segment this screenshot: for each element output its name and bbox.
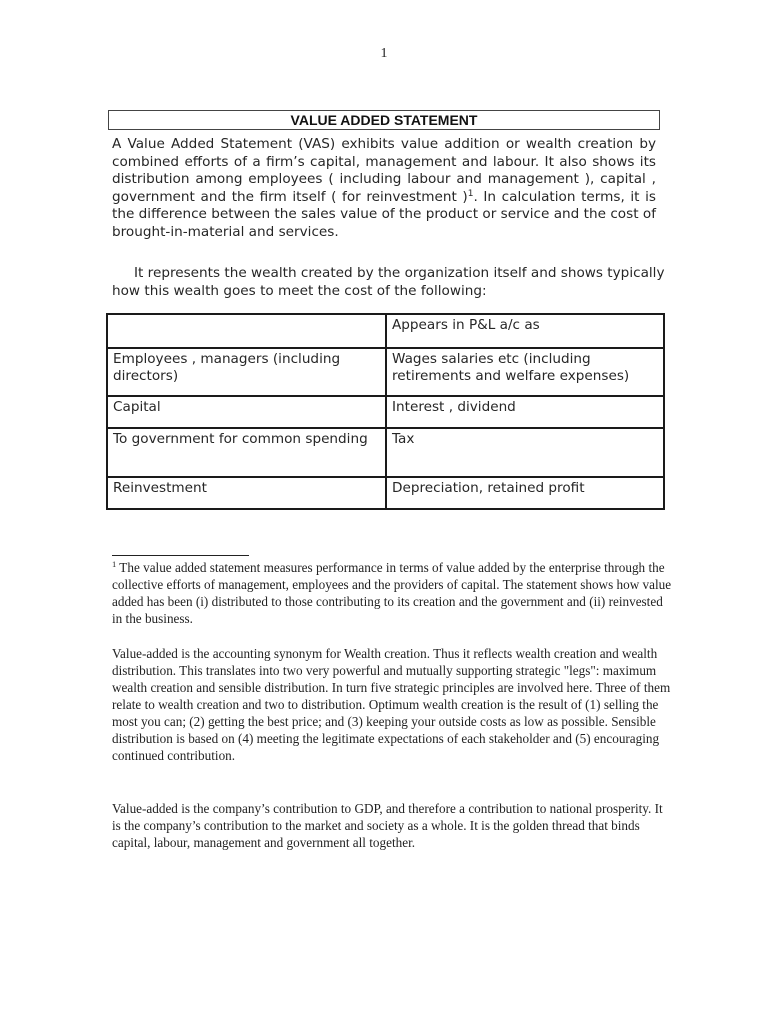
table-row [107,428,664,477]
footnote-separator [112,555,249,556]
document-title: VALUE ADDED STATEMENT [108,110,660,130]
footnote-1 [112,559,672,627]
footnote-wealth-creation-paragraph: Value-added is the accounting synonym for Wealth creation. Thus it reflects wealth creation and wealth distribution. This translates into two very powerful and mutually supporting strategic "legs": maximum wealth creation and sensible distribution. In turn five strategic principles are involved here. Three of them relate to wealth creation and two to distribution. Optimum wealth creation is the result of (1) selling the most you can; (2) getting the best price; and (3) keeping your outside costs as low as possible. Sensible distribution is based on (4) meeting the legitimate expectations of each stakeholder and (5) encouraging continued contribution. [112,646,671,763]
page-number: 1 [380,46,388,61]
table-row [107,396,664,428]
footnote-marker: 1 [112,559,117,569]
table-cell-pl-item: Interest , dividend [386,396,664,428]
table-cell-recipient: To government for common spending [107,428,386,477]
allocation-table [106,313,665,510]
footnote-reference[interactable]: 1 [467,188,474,199]
intro-text-part2: . In calculation terms, it is the difference between the sales value of the product or service and the cost of brought-in-material and services. [112,188,656,240]
table-cell-recipient: Capital [107,396,386,428]
table-cell-pl-item: Depreciation, retained profit [386,477,664,509]
footnote-gdp-paragraph: Value-added is the company’s contribution to GDP, and therefore a contribution to national prosperity. It is the company’s contribution to the market and society as a whole. It is the golden thread that binds capital, labour, management and government all together. [112,801,663,850]
table-row [107,477,664,509]
table-header-row [107,314,664,348]
footnote-1-text: The value added statement measures performance in terms of value added by the enterprise through the collective efforts of management, employees and the providers of capital. The statement shows how value added has been (i) distributed to those contributing to its creation and the government and (ii) reinvested in the business. [112,560,672,626]
intro-paragraph [112,136,656,242]
table-cell-pl-item: Wages salaries etc (including retirements and welfare expenses) [386,348,664,396]
intro-text-part1: A Value Added Statement (VAS) exhibits value addition or wealth creation by combined efforts of a firm’s capital, management and labour. It also shows its distribution among employees ( including labour and management ), capital , government and the firm itself ( for reinvestment ) [112,136,656,205]
table-header-cell: Appears in P&L a/c as [386,314,664,348]
table-row [107,348,664,396]
table-cell-pl-item: Tax [386,428,664,477]
wealth-paragraph: It represents the wealth created by the organization itself and shows typically how this wealth goes to meet the cost of the following: [112,265,665,299]
table-cell-recipient: Employees , managers (including directors) [107,348,386,396]
table-header-cell [107,314,386,348]
table-cell-recipient: Reinvestment [107,477,386,509]
